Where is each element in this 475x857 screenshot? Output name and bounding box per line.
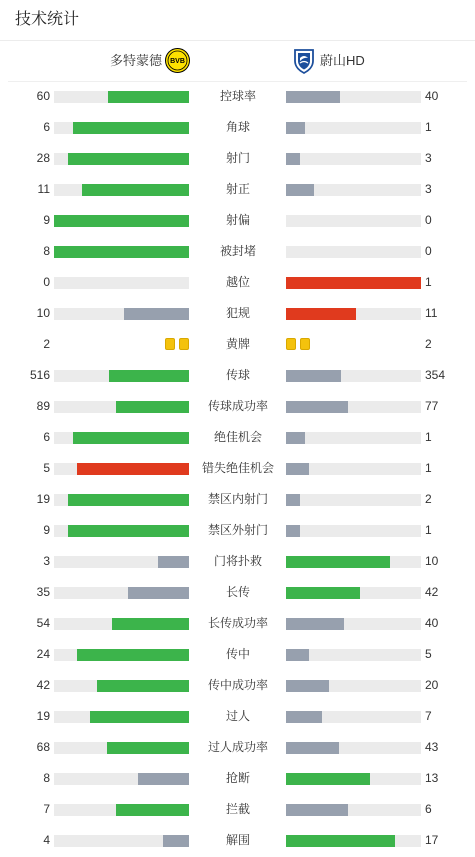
yellow-card-icon [179, 338, 189, 350]
stat-row[interactable] [0, 422, 475, 453]
home-bar-track [54, 649, 189, 661]
away-value: 10 [425, 554, 439, 568]
home-team-name[interactable]: 多特蒙德 [109, 53, 162, 68]
home-bar-track [54, 432, 189, 444]
away-value: 11 [425, 306, 438, 320]
home-bar [116, 804, 189, 816]
home-bar-track [54, 618, 189, 630]
away-bar-track [286, 742, 421, 754]
home-value: 10 [36, 306, 50, 320]
away-yellow-cards [286, 338, 310, 351]
away-value: 1 [425, 461, 432, 475]
away-value: 7 [425, 709, 432, 723]
away-bar-track [286, 649, 421, 661]
home-bar [73, 122, 189, 134]
away-bar-track [286, 277, 421, 289]
away-value: 0 [425, 213, 432, 227]
away-bar-track [286, 618, 421, 630]
home-value: 8 [43, 771, 50, 785]
away-bar [286, 432, 305, 444]
home-value: 24 [36, 647, 50, 661]
home-bar-track [54, 587, 189, 599]
away-bar [286, 742, 339, 754]
stat-label: 抢断 [225, 771, 250, 785]
yellow-card-icon [300, 338, 310, 350]
home-value: 28 [36, 151, 50, 165]
stat-row[interactable] [0, 236, 475, 267]
stat-row[interactable] [0, 670, 475, 701]
away-bar [286, 835, 395, 847]
stat-label: 禁区内射门 [207, 492, 268, 506]
away-bar [286, 184, 314, 196]
home-value: 0 [43, 275, 50, 289]
home-bar-track [54, 711, 189, 723]
home-bar-track [54, 308, 189, 320]
home-bar-track [54, 835, 189, 847]
home-bar [124, 308, 189, 320]
stat-row[interactable] [0, 391, 475, 422]
stats-list [0, 81, 475, 856]
teams-bar [0, 41, 475, 81]
away-bar [286, 463, 309, 475]
home-value: 6 [43, 430, 50, 444]
home-value: 9 [43, 523, 50, 537]
home-bar [54, 246, 189, 258]
away-bar-track [286, 494, 421, 506]
away-bar [286, 308, 356, 320]
away-bar [286, 277, 421, 289]
home-bar [77, 463, 189, 475]
stat-label: 长传成功率 [207, 616, 268, 630]
home-bar-track [54, 401, 189, 413]
away-value: 5 [425, 647, 432, 661]
stat-row[interactable] [0, 174, 475, 205]
stat-label: 黄牌 [225, 337, 250, 351]
stat-row[interactable] [0, 143, 475, 174]
home-bar-track [54, 773, 189, 785]
away-value: 40 [425, 89, 439, 103]
stat-label: 拦截 [225, 802, 250, 816]
home-bar [158, 556, 189, 568]
stat-row[interactable] [0, 112, 475, 143]
stat-row[interactable] [0, 81, 475, 112]
away-bar [286, 525, 300, 537]
stat-label: 门将扑救 [213, 554, 262, 568]
home-value: 4 [43, 833, 50, 847]
away-bar [286, 618, 344, 630]
home-bar-track [54, 494, 189, 506]
away-bar-track [286, 246, 421, 258]
away-bar-track [286, 680, 421, 692]
home-value: 42 [36, 678, 50, 692]
home-bar-track [54, 277, 189, 289]
stat-label: 射偏 [225, 213, 250, 227]
stat-label: 传球成功率 [207, 399, 268, 413]
stat-row[interactable] [0, 825, 475, 856]
away-bar-track [286, 773, 421, 785]
home-bar-track [54, 525, 189, 537]
home-bar-track [54, 122, 189, 134]
home-bar-track [54, 184, 189, 196]
away-value: 13 [425, 771, 439, 785]
stat-row[interactable] [0, 329, 475, 360]
stats-header [0, 0, 475, 41]
away-bar [286, 711, 322, 723]
stat-row[interactable] [0, 205, 475, 236]
away-value: 3 [425, 182, 432, 196]
stat-label: 犯规 [225, 306, 250, 320]
home-bar [163, 835, 189, 847]
stat-row[interactable] [0, 701, 475, 732]
away-value: 2 [425, 492, 432, 506]
away-bar [286, 680, 329, 692]
away-bar [286, 122, 305, 134]
stat-label: 绝佳机会 [213, 430, 262, 444]
away-bar-track [286, 401, 421, 413]
home-bar [73, 432, 189, 444]
away-bar [286, 91, 340, 103]
stat-label: 射正 [225, 182, 250, 196]
away-bar [286, 401, 348, 413]
stat-row[interactable] [0, 515, 475, 546]
away-bar-track [286, 587, 421, 599]
home-bar-track [54, 463, 189, 475]
away-value: 0 [425, 244, 432, 258]
away-bar-track [286, 835, 421, 847]
home-bar [82, 184, 189, 196]
away-value: 40 [425, 616, 439, 630]
home-value: 5 [43, 461, 50, 475]
home-bar [54, 215, 189, 227]
yellow-card-icon [165, 338, 175, 350]
away-bar-track [286, 153, 421, 165]
stat-row[interactable] [0, 608, 475, 639]
away-bar-track [286, 525, 421, 537]
home-bar [116, 401, 189, 413]
home-value: 7 [43, 802, 50, 816]
home-bar-track [54, 215, 189, 227]
home-bar-track [54, 153, 189, 165]
stat-label: 禁区外射门 [207, 523, 268, 537]
home-value: 6 [43, 120, 50, 134]
away-value: 20 [425, 678, 439, 692]
home-yellow-cards [165, 338, 189, 351]
stat-row[interactable] [0, 546, 475, 577]
away-bar-track [286, 370, 421, 382]
home-bar [77, 649, 189, 661]
away-value: 77 [425, 399, 439, 413]
home-bar-track [54, 680, 189, 692]
away-bar [286, 494, 300, 506]
home-value: 19 [36, 709, 50, 723]
away-value: 1 [425, 275, 432, 289]
stat-label: 传中 [225, 647, 250, 661]
away-team-name[interactable]: 蔚山HD [320, 53, 365, 68]
away-bar-track [286, 432, 421, 444]
stat-row[interactable] [0, 763, 475, 794]
bvb-logo-icon[interactable] [165, 48, 190, 73]
home-bar [138, 773, 189, 785]
home-bar-track [54, 246, 189, 258]
away-bar [286, 804, 348, 816]
away-bar-track [286, 215, 421, 227]
away-bar-track [286, 711, 421, 723]
stat-label: 错失绝佳机会 [201, 461, 274, 475]
home-value: 2 [43, 337, 50, 351]
stat-row[interactable] [0, 732, 475, 763]
away-bar-track [286, 91, 421, 103]
home-bar-track [54, 742, 189, 754]
stat-label: 过人成功率 [207, 740, 268, 754]
home-value: 54 [36, 616, 50, 630]
away-value: 6 [425, 802, 432, 816]
away-bar-track [286, 804, 421, 816]
away-bar [286, 649, 309, 661]
stat-row[interactable] [0, 639, 475, 670]
away-value: 1 [425, 430, 432, 444]
stat-label: 越位 [225, 275, 250, 289]
away-bar [286, 773, 370, 785]
home-value: 8 [43, 244, 50, 258]
home-value: 9 [43, 213, 50, 227]
home-bar [68, 525, 190, 537]
svg-text:BVB: BVB [170, 58, 185, 65]
away-bar-track [286, 184, 421, 196]
away-value: 17 [425, 833, 439, 847]
home-bar-track [54, 370, 189, 382]
home-bar [97, 680, 189, 692]
home-value: 60 [36, 89, 50, 103]
home-value: 35 [36, 585, 50, 599]
home-bar [107, 742, 189, 754]
stat-row[interactable] [0, 484, 475, 515]
home-bar-track [54, 556, 189, 568]
stat-row[interactable] [0, 794, 475, 825]
stat-row[interactable] [0, 453, 475, 484]
away-bar [286, 153, 300, 165]
home-bar-track [54, 91, 189, 103]
home-value: 19 [36, 492, 50, 506]
home-bar [112, 618, 189, 630]
stat-row[interactable] [0, 577, 475, 608]
home-value: 89 [36, 399, 50, 413]
home-bar [68, 153, 190, 165]
away-bar [286, 370, 341, 382]
away-value: 1 [425, 120, 432, 134]
home-bar-track [54, 804, 189, 816]
ulsan-shield-icon[interactable] [293, 48, 315, 74]
stat-row[interactable] [0, 298, 475, 329]
away-value: 43 [425, 740, 439, 754]
stat-label: 传球 [225, 368, 250, 382]
stat-label: 角球 [225, 120, 250, 134]
yellow-card-icon [286, 338, 296, 350]
stat-label: 控球率 [219, 89, 256, 103]
away-value: 1 [425, 523, 432, 537]
page-title: 技术统计 [15, 11, 80, 28]
away-bar [286, 556, 390, 568]
away-bar-track [286, 122, 421, 134]
home-bar [68, 494, 190, 506]
stat-label: 解围 [225, 833, 250, 847]
away-bar-track [286, 556, 421, 568]
home-bar [128, 587, 189, 599]
away-value: 2 [425, 337, 432, 351]
away-bar-track [286, 308, 421, 320]
away-value: 354 [425, 368, 446, 382]
home-value: 68 [36, 740, 50, 754]
away-bar [286, 587, 360, 599]
home-value: 3 [43, 554, 50, 568]
home-bar [108, 91, 189, 103]
away-bar-track [286, 463, 421, 475]
home-value: 516 [29, 368, 50, 382]
stat-label: 长传 [225, 585, 250, 599]
stat-label: 射门 [225, 151, 250, 165]
away-value: 42 [425, 585, 439, 599]
stat-label: 传中成功率 [207, 678, 268, 692]
stat-label: 过人 [225, 709, 250, 723]
away-value: 3 [425, 151, 432, 165]
home-bar [90, 711, 189, 723]
stat-label: 被封堵 [219, 244, 256, 258]
stat-row[interactable] [0, 267, 475, 298]
home-value: 11 [37, 182, 50, 196]
home-bar [109, 370, 189, 382]
stat-row[interactable] [0, 360, 475, 391]
